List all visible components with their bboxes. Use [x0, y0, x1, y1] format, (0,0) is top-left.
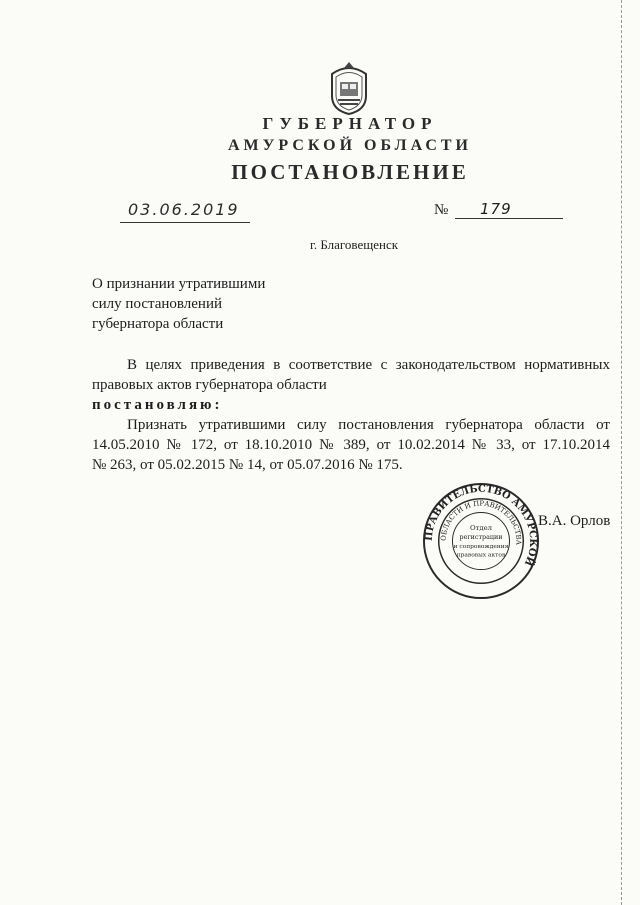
- stamp-center-line: регистрации: [459, 533, 503, 542]
- item-line: 14.05.2010 № 172, от 18.10.2010 № 389, от 10.02.2014 № 33, от 17.10.2014: [92, 437, 610, 453]
- number-underline: [455, 218, 563, 219]
- subject-line: силу постановлений: [92, 296, 223, 312]
- number-sign: №: [434, 202, 449, 218]
- header-title-region: АМУРСКОЙ ОБЛАСТИ: [228, 137, 472, 154]
- document-date: 03.06.2019: [128, 200, 240, 219]
- item-line: Признать утратившими силу постановления губернатора области от: [127, 417, 610, 433]
- document-type-title: ПОСТАНОВЛЕНИЕ: [231, 160, 469, 184]
- stamp-center-line: Отдел: [469, 524, 493, 533]
- subject-line: губернатора области: [92, 316, 224, 332]
- official-stamp: [422, 482, 540, 600]
- document-subject: [92, 274, 265, 334]
- preamble-line: В целях приведения в соответствие с законодательством нормативных: [127, 357, 610, 373]
- preamble-line: правовых актов губернатора области: [92, 377, 327, 393]
- stamp-inner-text: ОБЛАСТИ И ПРАВИТЕЛЬСТВА: [439, 499, 523, 546]
- subject-line: О признании утратившими: [92, 276, 266, 292]
- scan-edge-line: [621, 0, 622, 905]
- item-line: № 263, от 05.02.2015 № 14, от 05.07.2016 № 175.: [92, 457, 403, 473]
- city-label: г. Благовещенск: [310, 237, 399, 252]
- decree-word: постановляю:: [92, 397, 223, 413]
- stamp-center-line: и сопровождения: [453, 543, 509, 550]
- stamp-center-line: правовых актов: [456, 552, 506, 559]
- document-number: 179: [480, 200, 512, 218]
- document-body: [92, 355, 610, 475]
- header-title-governor: ГУБЕРНАТОР: [262, 114, 438, 133]
- coat-of-arms-icon: [326, 60, 372, 116]
- signatory-name: В.А. Орлов: [538, 513, 611, 529]
- date-underline: [120, 222, 250, 223]
- stamp-outer-text: ПРАВИТЕЛЬСТВО АМУРСКОЙ: [423, 483, 539, 568]
